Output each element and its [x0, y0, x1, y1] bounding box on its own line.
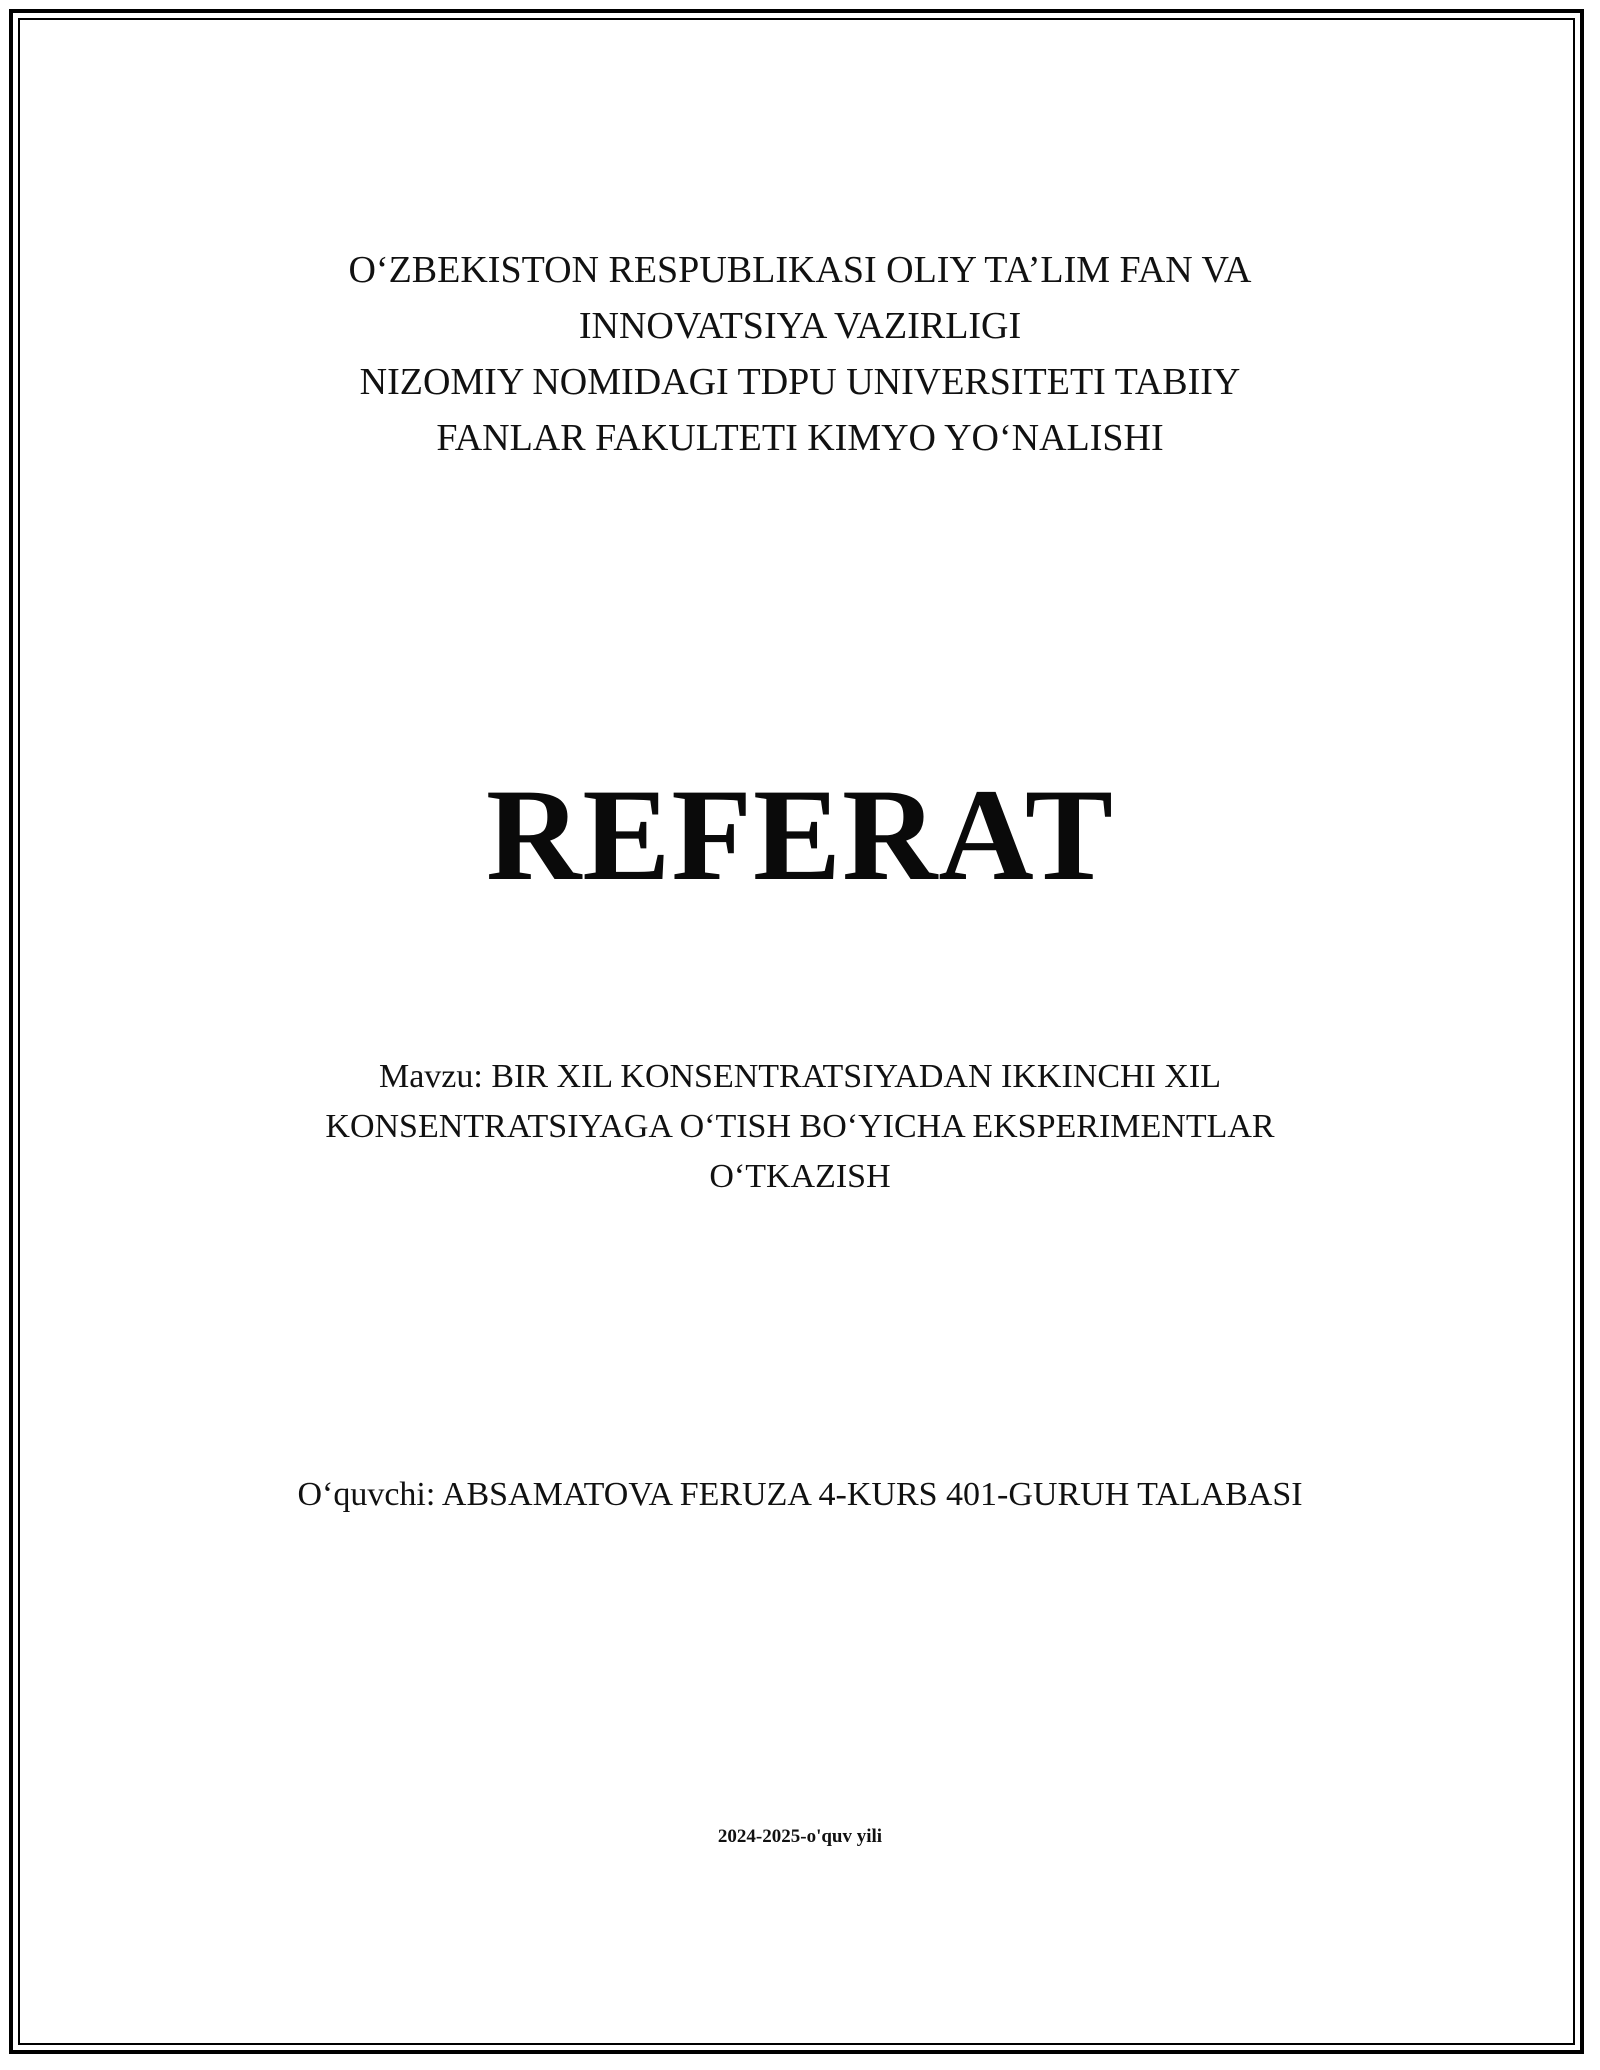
topic-line-3: O‘TKAZISH [709, 1158, 891, 1195]
topic-line-2: KONSENTRATSIYAGA O‘TISH BO‘YICHA EKSPERIMENTLAR [325, 1108, 1275, 1145]
topic-line-1: Mavzu: BIR XIL KONSENTRATSIYADAN IKKINCHI XIL [378, 1058, 1222, 1095]
topic-block [0, 1052, 1600, 1202]
header-line-1: O‘ZBEKISTON RESPUBLIKASI OLIY TA’LIM FAN VA [348, 249, 1252, 291]
header-line-2: INNOVATSIYA VAZIRLIGI [578, 305, 1022, 347]
academic-year: 2024-2025-o'quv yili [717, 1826, 883, 1847]
institution-header [0, 242, 1600, 466]
header-line-3: NIZOMIY NOMIDAGI TDPU UNIVERSITETI TABIIY [359, 361, 1241, 403]
student-info: O‘quvchi: ABSAMATOVA FERUZA 4-KURS 401-GURUH TALABASI [297, 1476, 1303, 1513]
document-title: REFERAT [486, 761, 1114, 908]
header-line-4: FANLAR FAKULTETI KIMYO YO‘NALISHI [436, 417, 1164, 459]
